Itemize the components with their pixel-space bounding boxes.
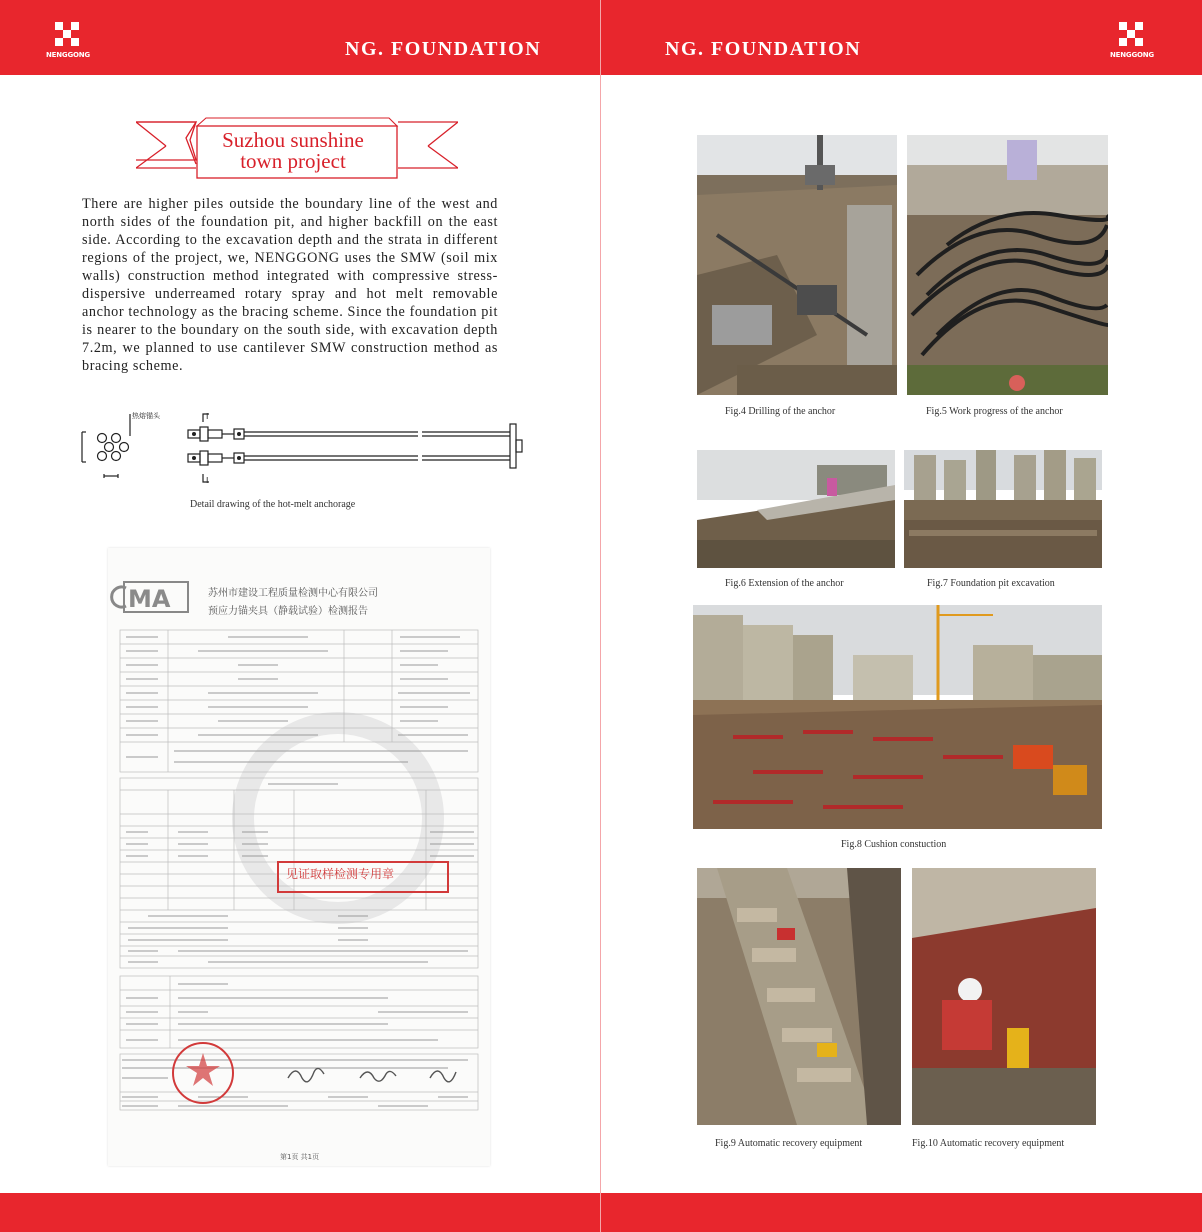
caption-fig4: Fig.4 Drilling of the anchor — [725, 406, 836, 417]
logo-mark-icon — [55, 22, 79, 46]
project-description: There are higher piles outside the boundary line of the west and north sides of the foundation pit, and higher backfill on the east side. According to the excavation depth and the strata in different regions of the project, we, NENGGONG uses the SMW (soil mix walls) construction method integrated with compressive stress-dispersive underreamed rotary spray and hot melt removable anchor technology as the bracing scheme. Since the foundation pit is nearer to the boundary on the south side, with excavation depth 7.2m, we planned to use cantilever SMW construction method as bracing scheme. — [82, 196, 498, 374]
svg-text:MA: MA — [128, 585, 171, 613]
report-stamp-text: 见证取样检测专用章 — [286, 867, 395, 881]
caption-fig5: Fig.5 Work progress of the anchor — [926, 406, 1063, 417]
photo-fig8-cushion-construction — [693, 605, 1102, 829]
logo-mark-icon — [1119, 22, 1143, 46]
anchorage-detail-drawing — [78, 410, 528, 490]
photo-fig7-pit-excavation — [904, 450, 1102, 568]
svg-text:I: I — [206, 476, 209, 485]
svg-text:I: I — [206, 412, 209, 421]
logo-wordmark: NENGGONG — [46, 51, 90, 59]
report-page-footer: 第1页 共1页 — [280, 1153, 320, 1161]
nenggong-logo-right — [1107, 22, 1157, 62]
photo-fig4-drilling — [697, 135, 897, 395]
page-spread-divider — [600, 0, 601, 1232]
project-title-line2: town project — [240, 149, 346, 173]
caption-fig6: Fig.6 Extension of the anchor — [725, 578, 844, 589]
photo-fig10-recovery-equipment — [912, 868, 1096, 1125]
anchor-head-label: 热熔锚头 — [132, 412, 160, 420]
caption-fig10: Fig.10 Automatic recovery equipment — [912, 1138, 1065, 1149]
report-org-name: 苏州市建设工程质量检测中心有限公司 — [208, 588, 378, 599]
caption-fig8: Fig.8 Cushion constuction — [841, 839, 947, 850]
header-title-left: NG. FOUNDATION — [345, 38, 542, 60]
nenggong-logo-left — [43, 22, 93, 62]
header-title-right: NG. FOUNDATION — [665, 38, 862, 60]
photo-fig6-anchor-extension — [697, 450, 895, 568]
header-bar — [0, 0, 1202, 75]
drawing-caption: Detail drawing of the hot-melt anchorage — [190, 499, 356, 510]
caption-fig9: Fig.9 Automatic recovery equipment — [715, 1138, 863, 1149]
photo-fig5-anchor-progress — [907, 135, 1108, 395]
project-title-line1: Suzhou sunshine — [222, 128, 364, 152]
test-report-document — [108, 548, 490, 1166]
report-scan-image — [108, 548, 490, 1166]
photo-fig9-recovery-equipment — [697, 868, 901, 1125]
logo-wordmark: NENGGONG — [1110, 51, 1154, 59]
caption-fig7: Fig.7 Foundation pit excavation — [927, 578, 1055, 589]
footer-bar — [0, 1193, 1202, 1232]
project-title — [197, 130, 389, 172]
report-title: 预应力锚夹具（静载试验）检测报告 — [208, 606, 368, 617]
